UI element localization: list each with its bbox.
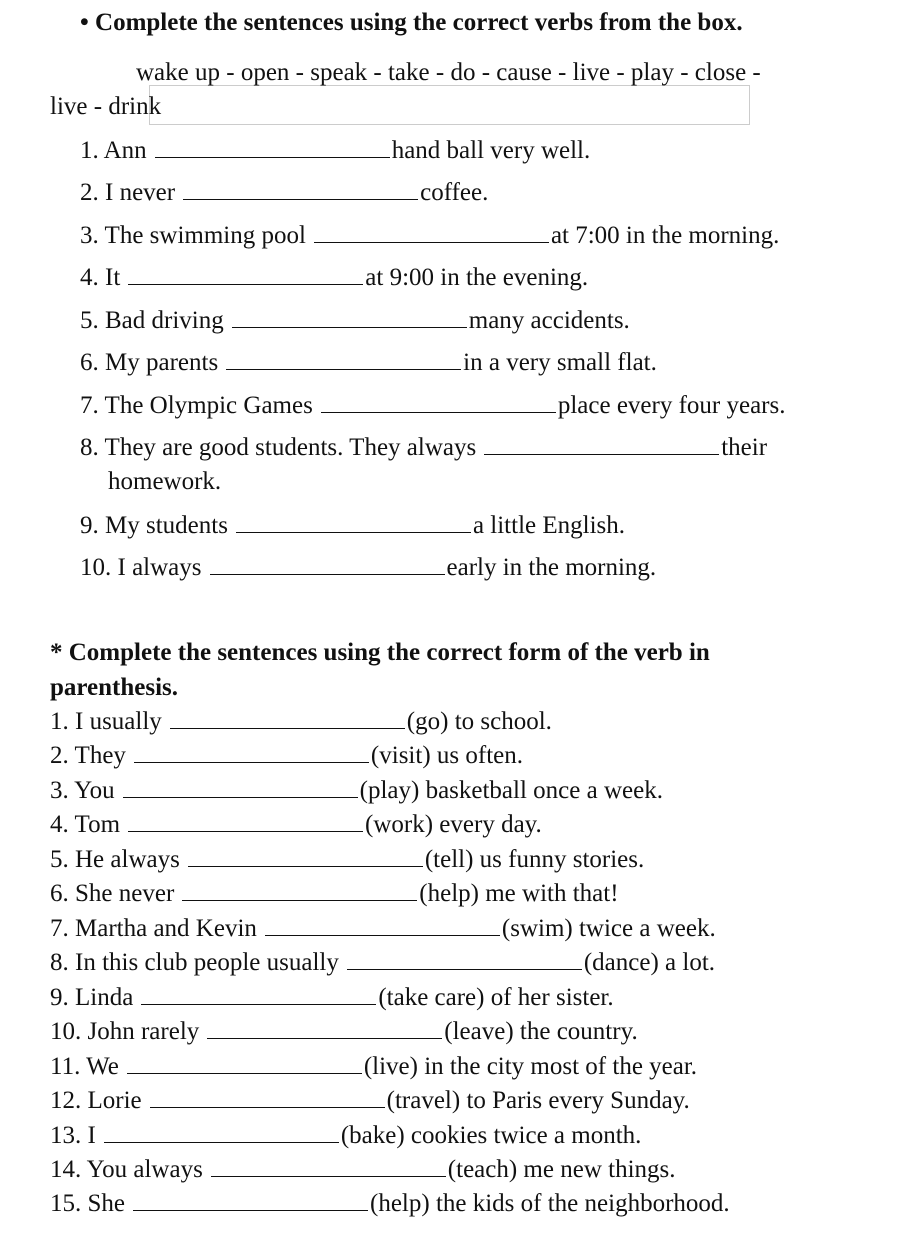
s1-item-2: 2. I never coffee. [80, 179, 489, 206]
word-box [149, 85, 750, 125]
s2-item-9: 9. Linda (take care) of her sister. [50, 984, 614, 1011]
answer-blank[interactable] [207, 1037, 442, 1039]
answer-blank[interactable] [133, 1209, 368, 1211]
bullet: • [80, 9, 89, 36]
s2-item-8: 8. In this club people usually (dance) a lot. [50, 949, 716, 976]
s1-item-6: 6. My parents in a very small flat. [80, 349, 657, 376]
answer-blank[interactable] [141, 1003, 376, 1005]
section2-title-line1: * Complete the sentences using the correct form of the verb in [50, 639, 710, 666]
answer-blank[interactable] [265, 934, 500, 936]
s2-item-2: 2. They (visit) us often. [50, 742, 523, 769]
s2-item-13: 13. I (bake) cookies twice a month. [50, 1122, 642, 1149]
s2-item-3: 3. You (play) basketball once a week. [50, 777, 663, 804]
s1-item-7: 7. The Olympic Games place every four years. [80, 392, 786, 419]
answer-blank[interactable] [170, 727, 405, 729]
word-box-line1: wake up - open - speak - take - do - cause - live - play - close - [136, 59, 761, 86]
answer-blank[interactable] [104, 1141, 339, 1143]
s1-item-9: 9. My students a little English. [80, 512, 626, 539]
s2-item-11: 11. We (live) in the city most of the year. [50, 1053, 698, 1080]
answer-blank[interactable] [134, 761, 369, 763]
s2-item-7: 7. Martha and Kevin (swim) twice a week. [50, 915, 716, 942]
s1-item-10: 10. I always early in the morning. [80, 554, 657, 581]
answer-blank[interactable] [232, 326, 467, 328]
answer-blank[interactable] [210, 573, 445, 575]
answer-blank[interactable] [150, 1106, 385, 1108]
answer-blank[interactable] [128, 830, 363, 832]
answer-blank[interactable] [188, 865, 423, 867]
answer-blank[interactable] [347, 968, 582, 970]
answer-blank[interactable] [226, 368, 461, 370]
answer-blank[interactable] [123, 796, 358, 798]
section1-title-text: Complete the sentences using the correct verbs from the box. [95, 9, 743, 36]
s2-item-5: 5. He always (tell) us funny stories. [50, 846, 645, 873]
s1-item-3: 3. The swimming pool at 7:00 in the morning. [80, 222, 780, 249]
answer-blank[interactable] [128, 283, 363, 285]
answer-blank[interactable] [182, 899, 417, 901]
s2-item-12: 12. Lorie (travel) to Paris every Sunday. [50, 1087, 690, 1114]
s2-item-14: 14. You always (teach) me new things. [50, 1156, 676, 1183]
s1-item-1: 1. Ann hand ball very well. [80, 137, 591, 164]
s2-item-10: 10. John rarely (leave) the country. [50, 1018, 638, 1045]
s1-item-8-cont: homework. [108, 468, 222, 495]
s2-item-6: 6. She never (help) me with that! [50, 880, 619, 907]
s1-item-4: 4. It at 9:00 in the evening. [80, 264, 589, 291]
section1-title [80, 8, 743, 38]
answer-blank[interactable] [211, 1175, 446, 1177]
answer-blank[interactable] [314, 241, 549, 243]
section2-title-line2: parenthesis. [50, 674, 179, 701]
s2-item-1: 1. I usually (go) to school. [50, 708, 552, 735]
answer-blank[interactable] [127, 1072, 362, 1074]
answer-blank[interactable] [236, 531, 471, 533]
answer-blank[interactable] [155, 156, 390, 158]
s2-item-15: 15. She (help) the kids of the neighborhood. [50, 1190, 730, 1217]
answer-blank[interactable] [484, 453, 719, 455]
word-box-line2: live - drink [50, 93, 162, 120]
answer-blank[interactable] [321, 411, 556, 413]
answer-blank[interactable] [183, 198, 418, 200]
s2-item-4: 4. Tom (work) every day. [50, 811, 542, 838]
s1-item-5: 5. Bad driving many accidents. [80, 307, 630, 334]
s1-item-8: 8. They are good students. They always their [80, 434, 768, 461]
